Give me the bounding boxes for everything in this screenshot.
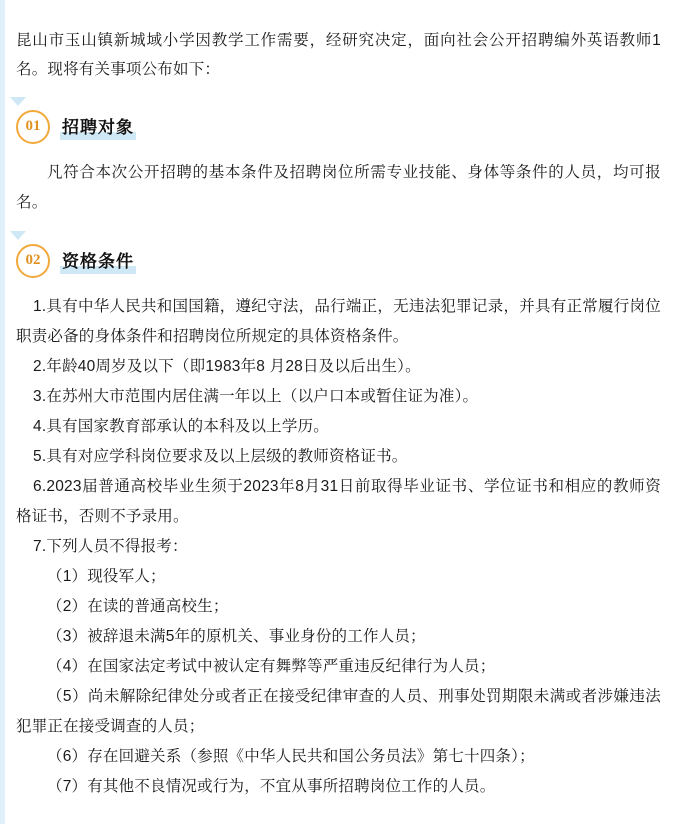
triangle-marker-icon bbox=[10, 97, 26, 106]
list-item: （4）在国家法定考试中被认定有舞弊等严重违反纪律行为人员； bbox=[47, 657, 496, 675]
list-item: （7）有其他不良情况或行为，不宜从事所招聘岗位工作的人员。 bbox=[47, 777, 496, 795]
section-title-01: 招聘对象 bbox=[62, 118, 134, 137]
section-title-wrap-01 bbox=[60, 113, 136, 140]
section-number-badge-01: 01 bbox=[16, 110, 50, 144]
section-header-01 bbox=[16, 110, 661, 144]
list-item: 2.年龄40周岁及以下（即1983年8 月28日及以后出生）。 bbox=[33, 357, 421, 375]
list-item: 7.下列人员不得报考： bbox=[33, 537, 188, 555]
list-item: 4.具有国家教育部承认的本科及以上学历。 bbox=[33, 417, 329, 435]
section-header-02 bbox=[16, 244, 661, 278]
list-item: 6.2023届普通高校毕业生须于2023年8月31日前取得毕业证书、学位证书和相应的教师资格证书，否则不予录用。 bbox=[16, 477, 661, 525]
list-item: （2）在读的普通高校生； bbox=[47, 597, 229, 615]
section-title-wrap-02 bbox=[60, 247, 136, 274]
list-item: （5）尚未解除纪律处分或者正在接受纪律审查的人员、刑事处罚期限未满或者涉嫌违法犯罪正在接受调查的人员； bbox=[16, 687, 661, 735]
list-item: 1.具有中华人民共和国国籍，遵纪守法，品行端正，无违法犯罪记录，并具有正常履行岗位职责必备的身体条件和招聘岗位所规定的具体资格条件。 bbox=[16, 297, 661, 345]
section-body-01 bbox=[16, 158, 661, 218]
list-item: （3）被辞退未满5年的原机关、事业身份的工作人员； bbox=[47, 627, 426, 645]
triangle-marker-icon bbox=[10, 231, 26, 240]
section-title-02: 资格条件 bbox=[62, 252, 134, 271]
section-01-paragraph-1: 凡符合本次公开招聘的基本条件及招聘岗位所需专业技能、身体等条件的人员，均可报名。 bbox=[16, 163, 661, 211]
list-item: 5.具有对应学科岗位要求及以上层级的教师资格证书。 bbox=[33, 447, 408, 465]
section-number-badge-02: 02 bbox=[16, 244, 50, 278]
section-body-02 bbox=[16, 292, 661, 802]
list-item: （1）现役军人； bbox=[47, 567, 166, 585]
list-item: 3.在苏州大市范围内居住满一年以上（以户口本或暂住证为准）。 bbox=[33, 387, 479, 405]
intro-paragraph: 昆山市玉山镇新城域小学因教学工作需要，经研究决定，面向社会公开招聘编外英语教师1名。现将有关事项公布如下： bbox=[16, 31, 661, 78]
list-item: （6）存在回避关系（参照《中华人民共和国公务员法》第七十四条）； bbox=[47, 747, 535, 765]
